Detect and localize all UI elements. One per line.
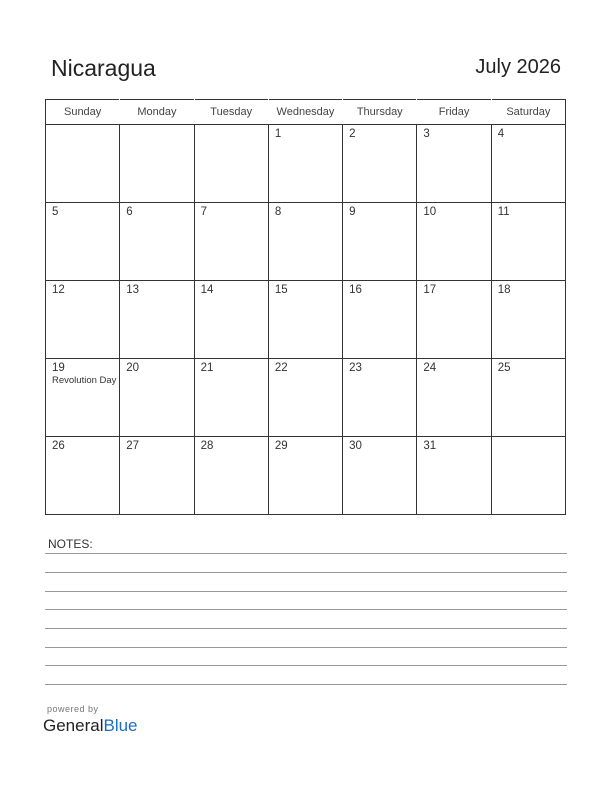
powered-by-text: powered by (47, 704, 99, 714)
day-number: 31 (423, 440, 437, 452)
calendar-grid (45, 99, 566, 515)
day-cell (343, 359, 417, 437)
day-cell (120, 281, 194, 359)
day-cell (46, 203, 120, 281)
day-number: 9 (349, 206, 356, 218)
day-cell (417, 125, 491, 203)
day-number: 28 (200, 440, 214, 452)
weekday-header: Saturday (491, 100, 565, 125)
day-cell (491, 125, 565, 203)
weekday-header: Thursday (343, 100, 417, 125)
day-number: 23 (349, 362, 362, 374)
day-cell (120, 203, 194, 281)
day-number: 19 (52, 362, 65, 374)
day-number: 16 (349, 284, 362, 296)
notes-line (45, 572, 567, 573)
day-number: 4 (497, 128, 505, 140)
day-cell (194, 281, 268, 359)
day-cell (268, 203, 342, 281)
day-number: 22 (274, 362, 288, 374)
day-number: 21 (200, 362, 214, 374)
day-number: 7 (200, 206, 207, 218)
day-number: 14 (200, 284, 214, 296)
day-number: 17 (423, 284, 437, 296)
week-row (46, 203, 566, 281)
day-number: 26 (52, 440, 65, 452)
day-number: 20 (126, 362, 140, 374)
day-cell (268, 359, 342, 437)
day-cell (417, 281, 491, 359)
day-cell (417, 359, 491, 437)
weekday-header: Wednesday (268, 100, 342, 125)
day-number: 15 (274, 284, 288, 296)
day-cell (491, 359, 565, 437)
brand-general: General (43, 716, 104, 735)
weekday-header: Monday (120, 100, 194, 125)
week-row (46, 125, 566, 203)
weekday-header: Friday (417, 100, 491, 125)
notes-line (45, 628, 567, 629)
day-cell (194, 125, 268, 203)
day-cell (268, 281, 342, 359)
day-number: 5 (52, 206, 59, 218)
day-number: 2 (349, 128, 356, 140)
day-number: 24 (423, 362, 437, 374)
weekday-header-row (46, 100, 566, 125)
weekday-header: Tuesday (194, 100, 268, 125)
day-cell (417, 437, 491, 515)
day-cell (417, 203, 491, 281)
day-cell (343, 125, 417, 203)
country-title: Nicaragua (51, 55, 156, 81)
day-number: 30 (349, 440, 362, 452)
weekday-header: Sunday (46, 100, 120, 125)
day-number: 11 (497, 206, 510, 218)
day-cell (46, 359, 120, 437)
day-cell (343, 437, 417, 515)
week-row (46, 437, 566, 515)
notes-line (45, 665, 567, 666)
notes-line (45, 684, 567, 685)
notes-label: NOTES: (48, 537, 93, 551)
day-number: 10 (423, 206, 437, 218)
notes-line (45, 553, 567, 554)
day-cell (268, 437, 342, 515)
day-cell (491, 203, 565, 281)
day-cell (120, 125, 194, 203)
day-number: 8 (274, 206, 282, 218)
day-cell (120, 437, 194, 515)
day-number: 27 (126, 440, 140, 452)
day-number: 13 (126, 284, 140, 296)
day-cell (343, 203, 417, 281)
day-cell (491, 281, 565, 359)
day-number: 6 (126, 206, 133, 218)
day-number: 18 (497, 284, 511, 296)
notes-line (45, 609, 567, 610)
notes-line (45, 591, 567, 592)
day-cell (268, 125, 342, 203)
day-number: 1 (274, 128, 282, 140)
day-cell (194, 437, 268, 515)
day-cell (46, 437, 120, 515)
day-number: 25 (497, 362, 511, 374)
day-cell (194, 203, 268, 281)
day-number: 3 (423, 128, 430, 140)
day-cell (194, 359, 268, 437)
day-number: 29 (274, 440, 288, 452)
day-cell (46, 281, 120, 359)
week-row (46, 281, 566, 359)
notes-line (45, 647, 567, 648)
week-row (46, 359, 566, 437)
day-cell (46, 125, 120, 203)
day-cell (343, 281, 417, 359)
holiday-label: Revolution Day (52, 375, 117, 386)
day-number: 12 (52, 284, 65, 296)
day-cell (491, 437, 565, 515)
month-title: July 2026 (475, 56, 561, 78)
brand-blue: Blue (103, 716, 138, 735)
day-cell (120, 359, 194, 437)
brand-logo (43, 716, 138, 736)
